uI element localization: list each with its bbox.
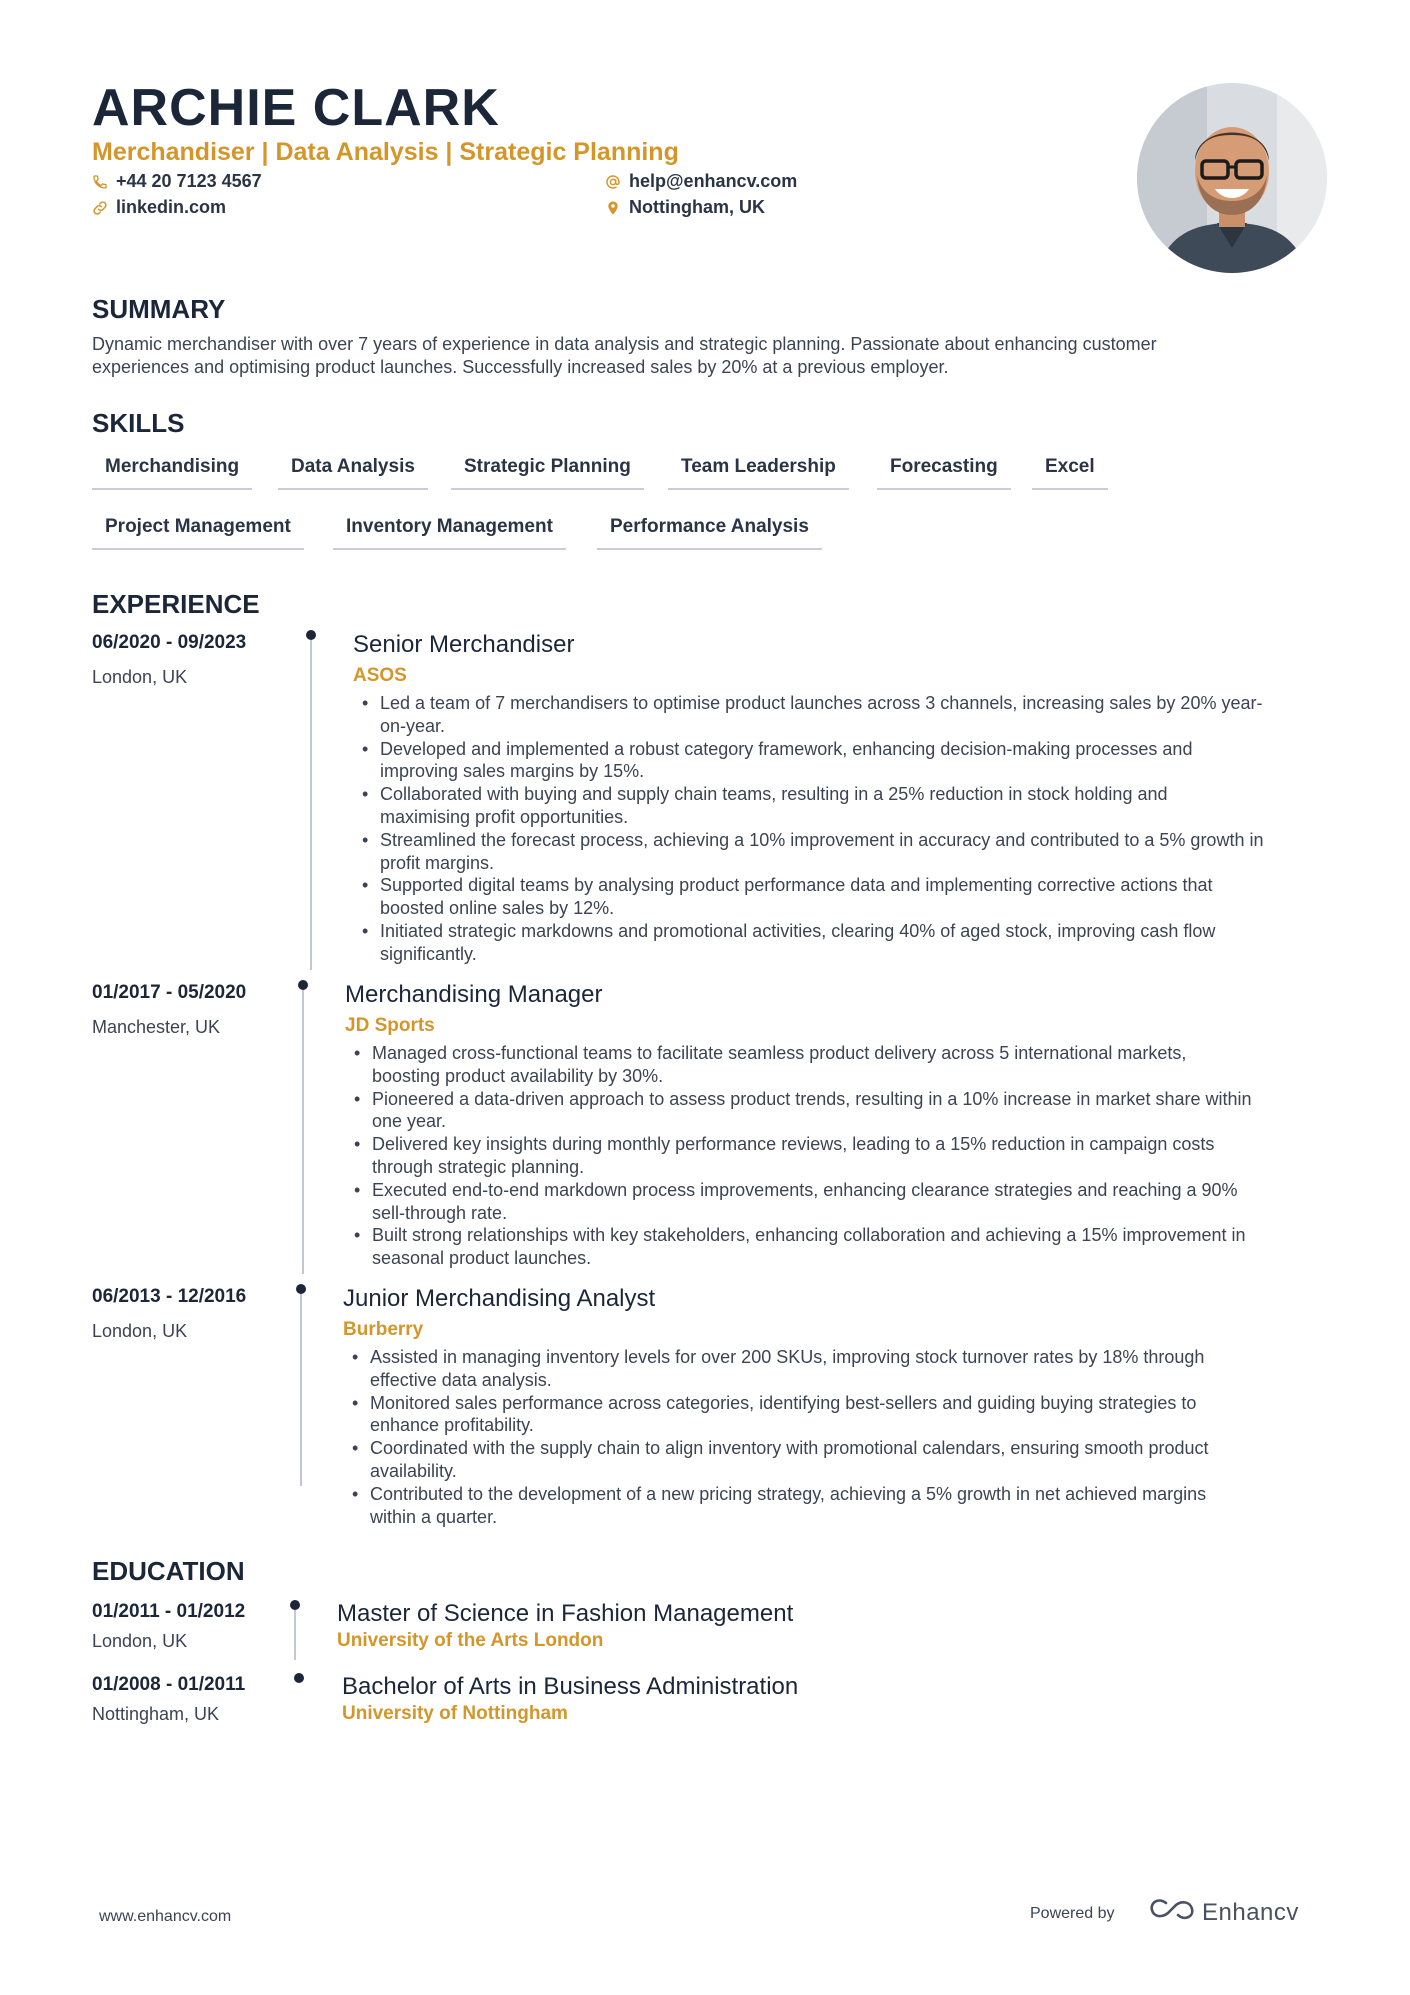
linkedin-text: linkedin.com [116, 197, 227, 217]
job-role: Merchandising Manager [345, 981, 603, 1008]
timeline-dot [306, 630, 316, 640]
brand-name: Enhancv [1202, 1898, 1299, 1926]
list-item: • Monitored sales performance across categories, identifying best-sellers and guiding buying strategies to enhance profitability. [343, 1392, 1208, 1438]
education-heading: EDUCATION [92, 1556, 245, 1586]
list-item: • Managed cross-functional teams to facilitate seamless product delivery across 5 international markets, boosting product availability by 30%. [345, 1042, 1252, 1088]
list-item: • Collaborated with buying and supply chain teams, resulting in a 25% reduction in stock holding and maximising profit opportunities. [353, 783, 1263, 829]
list-item: • Initiated strategic markdowns and promotional activities, clearing 40% of aged stock, improving cash flow significantly. [353, 920, 1263, 966]
job-location: Manchester, UK [92, 1017, 221, 1037]
powered-by-label: Powered by [1030, 1905, 1115, 1922]
skill-tag: Data Analysis [278, 456, 428, 490]
list-item: • Led a team of 7 merchandisers to optimise product launches across 3 channels, increasing sales by 20% year- on-year. [353, 692, 1263, 738]
summary-heading: SUMMARY [92, 294, 226, 324]
timeline-line [310, 636, 312, 970]
timeline-line [300, 1289, 302, 1486]
timeline-dot [294, 1673, 304, 1683]
education-dates: 01/2008 - 01/2011 [92, 1674, 246, 1695]
list-item: • Built strong relationships with key stakeholders, enhancing collaboration and achieving a 15% improvement in seasonal product launches. [345, 1224, 1252, 1270]
education-degree: Bachelor of Arts in Business Administration [342, 1673, 799, 1700]
skills-heading: SKILLS [92, 408, 185, 438]
job-role: Senior Merchandiser [353, 631, 575, 658]
timeline-dot [296, 1284, 306, 1294]
job-dates: 06/2020 - 09/2023 [92, 632, 247, 653]
location-text: Nottingham, UK [629, 197, 765, 217]
skill-tag: Merchandising [92, 456, 252, 490]
education-dates: 01/2011 - 01/2012 [92, 1601, 246, 1622]
profile-photo [1137, 83, 1327, 273]
summary-line: Dynamic merchandiser with over 7 years of experience in data analysis and strategic planning. Passionate about enhancing customer [92, 334, 1157, 354]
list-item: • Developed and implemented a robust category framework, enhancing decision-making processes and improving sales margins by 15%. [353, 738, 1263, 784]
timeline-dot [298, 980, 308, 990]
skill-tag: Inventory Management [333, 516, 566, 550]
job-role: Junior Merchandising Analyst [343, 1285, 656, 1312]
job-company: JD Sports [345, 1015, 435, 1036]
list-item: • Executed end-to-end markdown process improvements, enhancing clearance strategies and reaching a 90% sell-through rate. [345, 1179, 1252, 1225]
list-item: • Contributed to the development of a new pricing strategy, achieving a 5% growth in net achieved margins within a quarter. [343, 1483, 1208, 1529]
phone-text: +44 20 7123 4567 [116, 171, 262, 191]
phone-icon [92, 174, 108, 190]
candidate-title: Merchandiser | Data Analysis | Strategic Planning [92, 138, 679, 166]
job-location: London, UK [92, 667, 188, 687]
education-location: London, UK [92, 1631, 188, 1651]
education-school: University of Nottingham [342, 1703, 568, 1724]
enhancv-logo-icon [1148, 1897, 1196, 1928]
list-item: • Pioneered a data-driven approach to assess product trends, resulting in a 10% increase in market share within one year. [345, 1088, 1252, 1134]
list-item: • Assisted in managing inventory levels for over 200 SKUs, improving stock turnover rates by 18% through effective data analysis. [343, 1346, 1208, 1392]
job-dates: 06/2013 - 12/2016 [92, 1286, 247, 1307]
candidate-name: ARCHIE CLARK [92, 79, 500, 137]
job-dates: 01/2017 - 05/2020 [92, 982, 247, 1003]
timeline-line [302, 985, 304, 1274]
at-icon [605, 174, 621, 190]
contact-location [605, 197, 765, 218]
timeline-line [294, 1607, 296, 1660]
education-degree: Master of Science in Fashion Management [337, 1600, 794, 1627]
skill-tag: Excel [1032, 456, 1108, 490]
skill-tag: Performance Analysis [597, 516, 822, 550]
education-school: University of the Arts London [337, 1630, 604, 1651]
job-bullets [345, 1042, 1252, 1270]
list-item: • Delivered key insights during monthly performance reviews, leading to a 15% reduction in campaign costs through strategic planning. [345, 1133, 1252, 1179]
job-bullets [343, 1346, 1208, 1528]
timeline-dot [290, 1600, 300, 1610]
job-company: ASOS [353, 665, 407, 686]
list-item: • Supported digital teams by analysing product performance data and implementing corrective actions that boosted online sales by 12%. [353, 874, 1263, 920]
list-item: • Coordinated with the supply chain to align inventory with promotional calendars, ensuring smooth product availability. [343, 1437, 1208, 1483]
experience-heading: EXPERIENCE [92, 589, 260, 619]
summary-line: experiences and optimising product launches. Successfully increased sales by 20% at a previous employer. [92, 357, 949, 377]
contact-phone [92, 171, 262, 192]
location-pin-icon [605, 200, 621, 216]
skill-tag: Project Management [92, 516, 304, 550]
education-location: Nottingham, UK [92, 1704, 220, 1724]
email-text: help@enhancv.com [629, 171, 798, 191]
skill-tag: Forecasting [877, 456, 1011, 490]
brand-logo [1148, 1897, 1299, 1928]
link-icon [92, 200, 108, 216]
summary-text [92, 333, 1332, 379]
job-location: London, UK [92, 1321, 188, 1341]
skill-tag: Team Leadership [668, 456, 849, 490]
footer-url[interactable]: www.enhancv.com [99, 1908, 232, 1925]
job-bullets [353, 692, 1263, 966]
skill-tag: Strategic Planning [451, 456, 644, 490]
contact-linkedin[interactable] [92, 197, 226, 218]
list-item: • Streamlined the forecast process, achieving a 10% improvement in accuracy and contributed to a 5% growth in profit margins. [353, 829, 1263, 875]
job-company: Burberry [343, 1319, 424, 1340]
contact-email[interactable] [605, 171, 797, 192]
